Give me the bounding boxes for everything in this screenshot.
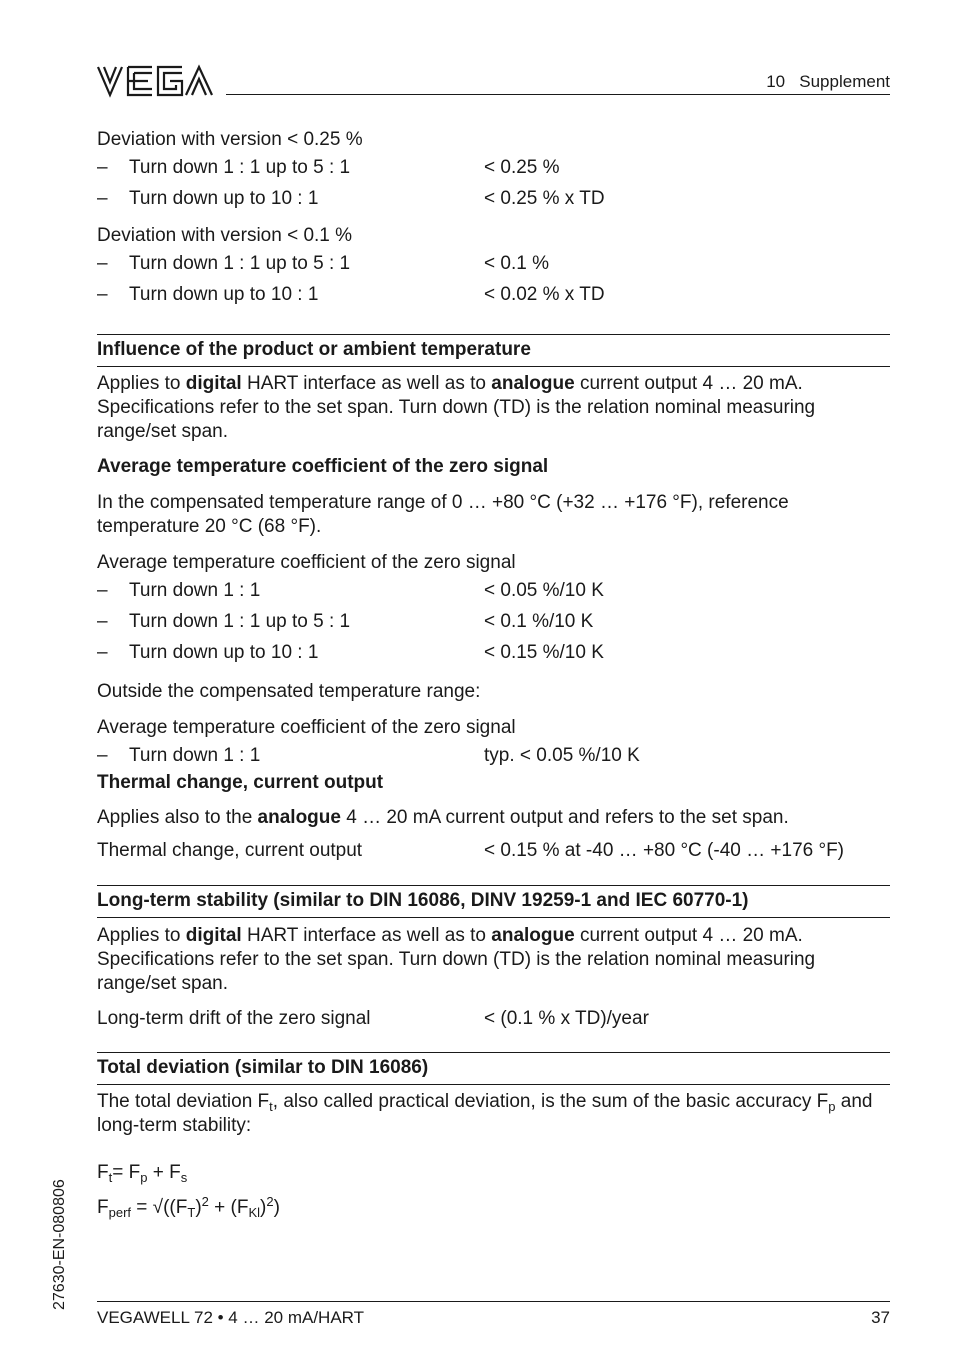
row-label: Thermal change, current output [97, 840, 363, 861]
subscript: s [180, 1170, 188, 1185]
bold-fragment: analogue [257, 807, 341, 828]
text-fragment: + (F [208, 1197, 249, 1218]
subscript: perf [108, 1205, 132, 1220]
row-label: Turn down up to 10 : 1 [129, 188, 319, 209]
text-fragment: Applies also to the [97, 807, 258, 828]
row-value: < 0.15 % at -40 … +80 °C (-40 … +176 °F) [484, 840, 845, 861]
subscript: T [187, 1205, 196, 1220]
row-label: Turn down up to 10 : 1 [129, 642, 319, 663]
dash-bullet: – [97, 188, 108, 209]
row-label: Turn down 1 : 1 up to 5 : 1 [129, 157, 351, 178]
dash-bullet: – [97, 642, 108, 663]
text-fragment: = √((F [131, 1197, 188, 1218]
list-item [97, 606, 890, 637]
list-item [97, 575, 890, 606]
superscript: 2 [266, 1194, 274, 1209]
row-value: < 0.1 % [484, 253, 549, 274]
list-item [97, 740, 890, 771]
list-item [97, 279, 890, 310]
row-value: typ. < 0.05 %/10 K [484, 745, 640, 766]
dash-bullet: – [97, 157, 108, 178]
text-fragment: current output 4 … 20 mA. Specifications refer to the set span. Turn down (TD) is the relation nominal measuring range/set span. [97, 925, 816, 994]
text-fragment: Applies to [97, 373, 186, 394]
list-item [97, 637, 890, 668]
row-value: < 0.1 %/10 K [484, 611, 594, 632]
text-fragment: , also called practical deviation, is the sum of the basic accuracy F [272, 1091, 829, 1112]
page-number: 37 [871, 1308, 890, 1327]
thermal-change-row [97, 835, 890, 866]
subscript: t [108, 1170, 113, 1185]
header-rule [226, 94, 890, 95]
row-value: < 0.25 % [484, 157, 560, 178]
thermal-change-heading: Thermal change, current output [97, 772, 384, 793]
footer-rule [97, 1301, 890, 1302]
list-item [97, 183, 890, 214]
subscript: t [269, 1099, 273, 1114]
formula-total [97, 1161, 890, 1185]
thermal-change-text [97, 806, 890, 830]
list-item [97, 152, 890, 183]
row-value: < 0.05 %/10 K [484, 580, 604, 601]
text-fragment: F [97, 1162, 109, 1183]
text-fragment: ) [273, 1197, 280, 1218]
avg-temp-coeff-list [97, 575, 890, 668]
row-value: < 0.25 % x TD [484, 188, 605, 209]
text-fragment: + F [147, 1162, 181, 1183]
text-fragment: ) [260, 1197, 267, 1218]
text-fragment: 4 … 20 mA current output and refers to the set span. [340, 807, 789, 828]
row-label: Long-term drift of the zero signal [97, 1008, 371, 1029]
list-item [97, 248, 890, 279]
subscript: p [828, 1099, 836, 1114]
outside-range-text: Outside the compensated temperature range: [97, 681, 481, 702]
avg-temp-coeff-label-2: Average temperature coefficient of the zero signal [97, 717, 516, 738]
document-code: 27630-EN-080806 [51, 1179, 68, 1310]
deviation-01-title: Deviation with version < 0.1 % [97, 225, 353, 246]
row-label: Turn down 1 : 1 [129, 745, 261, 766]
bold-fragment: analogue [491, 925, 575, 946]
text-fragment: The total deviation F [97, 1091, 270, 1112]
subscript: Kl [248, 1205, 261, 1220]
dash-bullet: – [97, 611, 108, 632]
row-value: < 0.02 % x TD [484, 284, 605, 305]
longterm-heading: Long-term stability (similar to DIN 16086, DINV 19259-1 and IEC 60770-1) [97, 885, 890, 918]
compensated-range-text: In the compensated temperature range of 0 … +80 °C (+32 … +176 °F), reference temperature 20 °C (68 °F). [97, 492, 789, 537]
total-deviation-heading: Total deviation (similar to DIN 16086) [97, 1052, 890, 1085]
row-value: < (0.1 % x TD)/year [484, 1008, 649, 1029]
text-fragment: and long-term stability: [97, 1091, 873, 1136]
row-label: Turn down 1 : 1 up to 5 : 1 [129, 253, 351, 274]
deviation-025-list [97, 152, 890, 214]
avg-temp-coeff-heading: Average temperature coefficient of the zero signal [97, 456, 549, 477]
text-fragment: = F [112, 1162, 141, 1183]
text-fragment: current output 4 … 20 mA. Specifications refer to the set span. Turn down (TD) is the relation nominal measuring range/set span. [97, 373, 816, 442]
longterm-drift-row [97, 1003, 890, 1034]
superscript: 2 [201, 1194, 209, 1209]
bold-fragment: analogue [491, 373, 575, 394]
text-fragment: HART interface as well as to [241, 373, 492, 394]
dash-bullet: – [97, 253, 108, 274]
footer-product: VEGAWELL 72 • 4 … 20 mA/HART [97, 1308, 365, 1327]
avg-temp-coeff-label: Average temperature coefficient of the zero signal [97, 552, 516, 573]
bold-fragment: digital [185, 925, 242, 946]
bold-fragment: digital [185, 373, 242, 394]
longterm-applies-text [97, 924, 890, 996]
text-fragment: F [97, 1197, 109, 1218]
text-fragment: Applies to [97, 925, 186, 946]
influence-applies-text [97, 372, 890, 444]
formula-perf [97, 1196, 890, 1220]
text-fragment: HART interface as well as to [241, 925, 492, 946]
row-label: Turn down up to 10 : 1 [129, 284, 319, 305]
dash-bullet: – [97, 580, 108, 601]
main-content [97, 128, 890, 1220]
row-value: < 0.15 %/10 K [484, 642, 604, 663]
dash-bullet: – [97, 745, 108, 766]
deviation-025-title: Deviation with version < 0.25 % [97, 129, 363, 150]
row-label: Turn down 1 : 1 [129, 580, 261, 601]
deviation-01-list [97, 248, 890, 310]
vega-logo [96, 64, 214, 98]
avg-temp-coeff-list-2 [97, 740, 890, 771]
text-fragment: ) [195, 1197, 202, 1218]
influence-heading: Influence of the product or ambient temperature [97, 334, 890, 367]
header-section-title: 10 Supplement [766, 72, 890, 91]
row-label: Turn down 1 : 1 up to 5 : 1 [129, 611, 351, 632]
subscript: p [140, 1170, 148, 1185]
total-deviation-text [97, 1090, 890, 1138]
dash-bullet: – [97, 284, 108, 305]
